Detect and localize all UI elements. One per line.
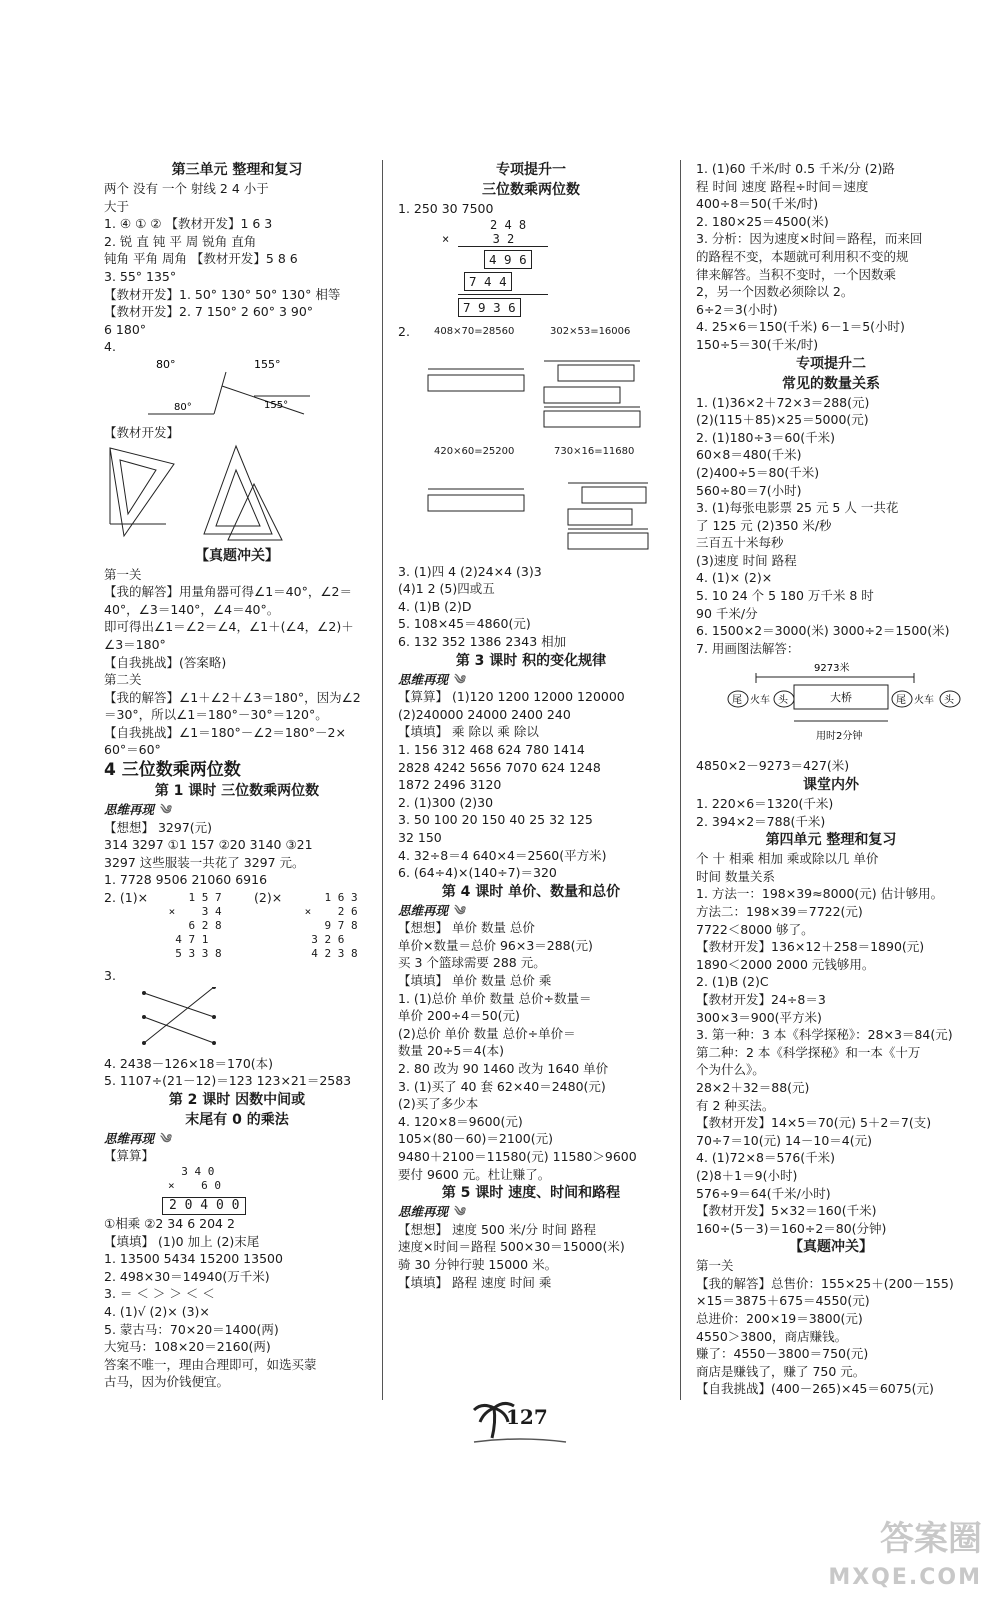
real-exam-title: 【真题冲关】 [195,547,279,564]
section-subtitle: 思维再现 ༄ [398,1203,664,1221]
answer-line: 6. (64÷4)×(140÷7)＝320 [398,865,557,881]
vertical-multiplication: 2 4 8 [490,217,527,232]
distance-label: 9273米 [814,663,850,675]
answer-line: 1890＜2000 2000 元钱够用。 [696,956,875,972]
answer-line: 9480＋2100＝11580(元) 11580＞9600 [398,1149,637,1164]
answer-line: 古马，因为价钱便宜。 [104,1374,230,1390]
section-subtitle: 思维再现 ༄ [104,1130,370,1148]
answer-line: 【教材开发】136×12＋258＝1890(元) [696,939,925,955]
answer-line: 6÷2＝3(小时) [696,301,778,317]
boxed-multiplication-figure [418,339,664,443]
answer-line: 3. 50 100 20 150 40 25 32 125 [398,812,593,828]
equation-label: 420×60=25200 [434,445,515,457]
answer-line: 5. 10 24 个 5 180 万千米 8 时 [696,588,874,604]
equation-label: 408×70=28560 [434,325,515,337]
unit4-review-title: 第四单元 整理和复习 [765,832,897,849]
answer-line: 1872 2496 3120 [398,777,502,793]
answer-line: (2)400÷5＝80(千米) [696,464,820,480]
answer-line: 商店是赚钱了，赚了 750 元。 [696,1363,866,1379]
answer-line: 大宛马：108×20＝2160(两) [104,1339,271,1355]
answer-line: 【自我挑战】∠1＝180°－∠2＝180°－2× [104,724,346,740]
answer-line: 2. 394×2＝788(千米) [696,813,826,829]
answer-line: 28×2＋32＝88(元) [696,1079,810,1095]
answer-line: 【填填】 单价 数量 总价 乘 [398,973,552,989]
section-subtitle: 思维再现 ༄ [104,801,370,819]
answer-line: 【教材开发】1. 50° 130° 50° 130° 相等 [104,286,341,302]
boxed-product: 2 0 4 0 0 [162,1197,246,1215]
vertical-multiplication: 1 6 3 × 2 6 9 7 8 3 2 6 4 2 3 8 [304,891,358,961]
answer-line: 4. (1)× (2)× [696,570,773,586]
answer-line: 5. 蒙古马：70×20＝1400(两) [104,1321,279,1337]
answer-line: 2. 498×30＝14940(万千米) [104,1268,270,1284]
real-exam-title: 【真题冲关】 [789,1239,873,1256]
train-bridge-diagram [696,659,966,755]
answer-line: 【想想】 速度 500 米/分 时间 路程 [398,1221,596,1237]
answer-line: 3. 55° 135° [104,268,177,284]
answer-line: 了 125 元 (2)350 米/秒 [696,517,832,533]
answer-line: 个为什么》。 [696,1062,765,1078]
answer-line: 单价 200÷4＝50(元) [398,1008,520,1024]
answer-line: 40°，∠3＝140°，∠4＝40°。 [104,601,280,617]
answer-line: 【自我挑战】(答案略) [104,654,227,670]
answer-line: 3. [104,968,116,984]
equation-label: 730×16=11680 [554,445,635,457]
answer-line: 576÷9＝64(千米/小时) [696,1185,831,1201]
set-square-figure [104,444,364,544]
answer-line: 第二种：2 本《科学探秘》和一本《十万 [696,1044,921,1060]
textbook-dev-label: 【教材开发】 [104,424,180,440]
answer-line: (2)(115＋85)×25＝5000(元) [696,412,869,428]
answer-line: 个 十 相乘 相加 乘或除以几 单价 [696,851,879,867]
answer-line: 方法二：198×39＝7722(元) [696,904,863,919]
answer-line: 4. (1)72×8＝576(千米) [696,1150,836,1166]
answer-line: 要付 9600 元。杜让赚了。 [398,1166,551,1182]
lesson-title: 第 2 课时 因数中间或 [168,1091,306,1108]
answer-line: 骑 30 分钟行驶 15000 米。 [398,1256,558,1272]
answer-line: 有 2 种买法。 [696,1097,775,1113]
answer-line: 2. [398,323,410,339]
answer-line: 32 150 [398,829,442,845]
answer-line: 314 3297 ①1 157 ②20 3140 ③21 [104,837,313,853]
classroom-extra-title: 课堂内外 [803,777,859,794]
answer-line: 2. 180×25＝4500(米) [696,213,829,229]
answer-line: ×15＝3875＋675＝4550(元) [696,1293,870,1309]
answer-line: 【教材开发】5×32＝160(千米) [696,1203,877,1219]
page-number: 127 [506,1405,548,1429]
answer-line: 【教材开发】24÷8＝3 [696,991,826,1007]
angle-label: 80° [174,401,192,413]
answer-line: 买 3 个篮球需要 288 元。 [398,955,546,971]
column-divider-1 [382,160,383,1400]
answer-line: (2)总价 单价 数量 总价÷单价＝ [398,1025,576,1041]
answer-line: 3. (1)买了 40 套 62×40＝2480(元) [398,1078,606,1094]
answer-line: (4)1 2 (5)四或五 [398,581,495,597]
answer-line: 1. 156 312 468 624 780 1414 [398,741,585,757]
answer-line: 时间 数量关系 [696,868,775,884]
answer-line: 4. 32÷8＝4 640×4＝2560(平方米) [398,847,607,863]
answer-line: 300×3＝900(平方米) [696,1009,822,1025]
answer-line: (2)× [254,890,283,906]
special-topic-title: 专项提升一 [496,162,566,178]
answer-line: 2. 80 改为 90 1460 改为 1640 单价 [398,1061,609,1077]
answer-line: 90 千米/分 [696,605,758,621]
answer-line: 4. (1)B (2)D [398,598,472,614]
angle-label: 80° [156,357,176,371]
answer-line: 【教材开发】2. 7 150° 2 60° 3 90° [104,304,314,320]
boxed-digits: 4 9 6 [484,250,532,269]
answer-line: 【填填】 路程 速度 时间 乘 [398,1274,552,1290]
answer-line: 单价×数量＝总价 96×3＝288(元) [398,937,593,953]
angle-figure [104,358,364,422]
answer-line: 560÷80＝7(小时) [696,482,802,498]
answer-line: 3. (1)每张电影票 25 元 5 人 一共花 [696,500,899,516]
time-label: 用时2分钟 [816,731,863,743]
train-tail-label: 尾 [732,695,742,707]
answer-line: 4. 2438－126×18＝170(本) [104,1055,274,1071]
answer-line: 160÷(5－3)＝160÷2＝80(分钟) [696,1220,887,1236]
answer-line: 1. 方法一：198×39≈8000(元) 估计够用。 [696,886,944,902]
angle-label: 155° [254,357,281,371]
answer-line: 4. 25×6＝150(千米) 6－1＝5(小时) [696,319,905,335]
answer-line: 6. 1500×2＝3000(米) 3000÷2＝1500(米) [696,623,950,639]
answer-line: (3)速度 时间 路程 [696,552,797,568]
answer-line: 1. ④ ① ② 【教材开发】1 6 3 [104,216,273,232]
vertical-multiplication-group [104,889,370,967]
answer-line: 105×(80－60)＝2100(元) [398,1131,553,1147]
answer-line: 三百五十米每秒 [696,535,784,551]
answer-line: 4. [104,339,116,355]
answer-line: 【自我挑战】(400－265)×45＝6075(元) [696,1381,934,1397]
answer-line: 总进价：200×19＝3800(元) [696,1311,863,1327]
answer-line: 5. 1107÷(21－12)＝123 123×21＝2583 [104,1073,352,1089]
column-divider-2 [680,160,681,1400]
vertical-multiplication: 3 4 0 × 6 0 [168,1165,221,1192]
answer-line: 【想想】 单价 数量 总价 [398,920,535,936]
answer-line: 3. ＝ ＜ ＞ ＞ ＜ ＜ [104,1286,215,1302]
answer-line: 赚了：4550－3800＝750(元) [696,1346,869,1362]
answer-line: 3. (1)四 4 (2)24×4 (3)3 [398,563,542,579]
answer-line: 60×8＝480(千米) [696,447,802,463]
answer-line: 60°＝60° [104,742,161,758]
answer-line: 3. 分析：因为速度×时间＝路程，而来回 [696,231,923,247]
train-label: 火车 [914,695,934,707]
vertical-multiplication: × 3 2 [442,231,515,246]
answer-line: 第一关 [696,1258,734,1274]
column-middle [398,160,664,1410]
unit3-review-title: 第三单元 整理和复习 [171,162,303,178]
answer-line: 4550＞3800，商店赚钱。 [696,1328,848,1344]
special-topic-title: 专项提升二 [796,355,866,372]
answer-line: 2. 锐 直 钝 平 周 锐角 直角 [104,233,257,249]
answer-line: 4850×2－9273＝427(米) [696,758,850,774]
answer-line: 【算算】 (1)120 1200 12000 120000 [398,689,625,705]
train-label: 火车 [750,695,770,707]
answer-line: 2. (1)× [104,890,149,906]
boxed-digits: 7 9 3 6 [458,298,521,317]
section-subtitle: 思维再现 ༄ [398,671,664,689]
answer-line: 6 180° [104,321,147,337]
watermark-logo: 答案圈 [880,1519,982,1559]
answer-line: 第一关 [104,566,142,582]
answer-line: 3. 第一种：3 本《科学探秘》：28×3＝84(元) [696,1027,953,1043]
lesson-title: 第 4 课时 单价、数量和总价 [441,883,621,900]
answer-line: 【算算】 [104,1148,155,1164]
equation-label: 302×53=16006 [550,325,631,337]
answer-line: 2，另一个因数必须除以 2。 [696,284,854,300]
bridge-label: 大桥 [830,691,852,705]
train-tail-label: 尾 [896,695,906,707]
answer-line: 6. 132 352 1386 2343 相加 [398,633,567,649]
vertical-multiplication: 1 5 7 × 3 4 6 2 8 4 7 1 5 3 3 8 [168,891,222,961]
train-head-label: 头 [944,695,954,707]
lesson-title: 末尾有 0 的乘法 [185,1111,289,1128]
answer-line: 【我的解答】∠1＋∠2＋∠3＝180°，因为∠2 [104,689,361,705]
answer-line: ＝30°，所以∠1＝180°－30°＝120°。 [104,707,328,723]
answer-line: 70÷7＝10(元) 14－10＝4(元) [696,1132,872,1148]
answer-line: 1. (1)36×2＋72×3＝288(元) [696,394,870,410]
answer-line: 7. 用画图法解答： [696,640,800,656]
special-topic-subtitle: 三位数乘两位数 [482,182,580,198]
answer-line: 1. (1)60 千米/时 0.5 千米/分 (2)路 [696,161,895,176]
answer-line: 【教材开发】14×5＝70(元) 5＋2＝7(支) [696,1115,932,1131]
answer-line: 第二关 [104,672,142,688]
column-right [696,160,966,1410]
answer-line: 【我的解答】总售价：155×25＋(200－155) [696,1275,954,1291]
answer-line: 1. 220×6＝1320(千米) [696,796,834,812]
answer-line: 【填填】 乘 除以 乘 除以 [398,724,539,740]
answer-line: 答案不唯一，理由合理即可，如选买蒙 [104,1356,317,1372]
answer-line: 3297 这些服装一共花了 3297 元。 [104,854,305,870]
unit4-title: 4 三位数乘两位数 [104,760,241,781]
column-left [104,160,370,1410]
answer-line: 5. 108×45＝4860(元) [398,616,531,632]
section-subtitle: 思维再现 ༄ [398,902,664,920]
lesson-title: 第 5 课时 速度、时间和路程 [441,1185,621,1202]
answer-line: 2828 4242 5656 7070 624 1248 [398,759,601,775]
answer-line: 1. (1)总价 单价 数量 总价÷数量＝ [398,990,592,1006]
answer-line: 4. 120×8＝9600(元) [398,1113,523,1129]
answer-line: 速度×时间＝路程 500×30＝15000(米) [398,1239,625,1255]
answer-line: 钝角 平角 周角 【教材开发】5 8 6 [104,251,298,267]
answer-line: ∠3＝180° [104,636,166,652]
answer-line: 律来解答。当积不变时，一个因数乘 [696,266,897,282]
train-head-label: 头 [778,695,788,707]
answer-line: 150÷5＝30(千米/时) [696,336,819,352]
boxed-digits: 7 4 4 [464,272,512,291]
answer-line: 4. (1)√ (2)× (3)× [104,1303,210,1319]
answer-line: 【我的解答】用量角器可得∠1＝40°，∠2＝ [104,584,352,600]
answer-line: (2)买了多少本 [398,1096,479,1112]
angle-label: 155° [264,399,289,411]
lesson-title: 第 1 课时 三位数乘两位数 [154,783,320,800]
answer-line: 1. 7728 9506 21060 6916 [104,872,268,888]
answer-line: 7722＜8000 够了。 [696,921,814,937]
answer-line: 1. 13500 5434 15200 13500 [104,1251,283,1267]
answer-line: 2. (1)180÷3＝60(千米) [696,429,836,445]
watermark-url: MXQE.COM [828,1565,982,1590]
answer-line: 【填填】 (1)0 加上 (2)末尾 [104,1233,260,1249]
answer-line: (2)240000 24000 2400 240 [398,706,571,722]
answer-line: 即可得出∠1＝∠2＝∠4，∠1＋(∠4，∠2)＋ [104,619,354,635]
answer-line: 程 时间 速度 路程÷时间＝速度 [696,178,869,194]
boxed-multiplication-figure [418,459,664,563]
answer-line: 1. 250 30 7500 [398,201,494,216]
answer-line: 的路程不变，本题就可利用积不变的规 [696,248,909,264]
answer-line: 400÷8＝50(千米/时) [696,196,819,212]
answer-line: 两个 没有 一个 射线 2 4 小于 [104,181,269,196]
matching-figure [104,987,364,1053]
special-topic-subtitle: 常见的数量关系 [782,375,880,392]
answer-line: 【想想】 3297(元) [104,819,213,835]
answer-line: ①相乘 ②2 34 6 204 2 [104,1216,235,1231]
answer-line: 2. (1)B (2)C [696,974,769,990]
grid-multiplication-group [398,323,664,563]
answer-line: 数量 20÷5＝4(本) [398,1043,505,1059]
answer-line: (2)8＋1＝9(小时) [696,1167,798,1183]
answer-line: 2. (1)300 (2)30 [398,794,494,810]
lesson-title: 第 3 课时 积的变化规律 [455,652,607,669]
answer-line: 大于 [104,198,130,214]
